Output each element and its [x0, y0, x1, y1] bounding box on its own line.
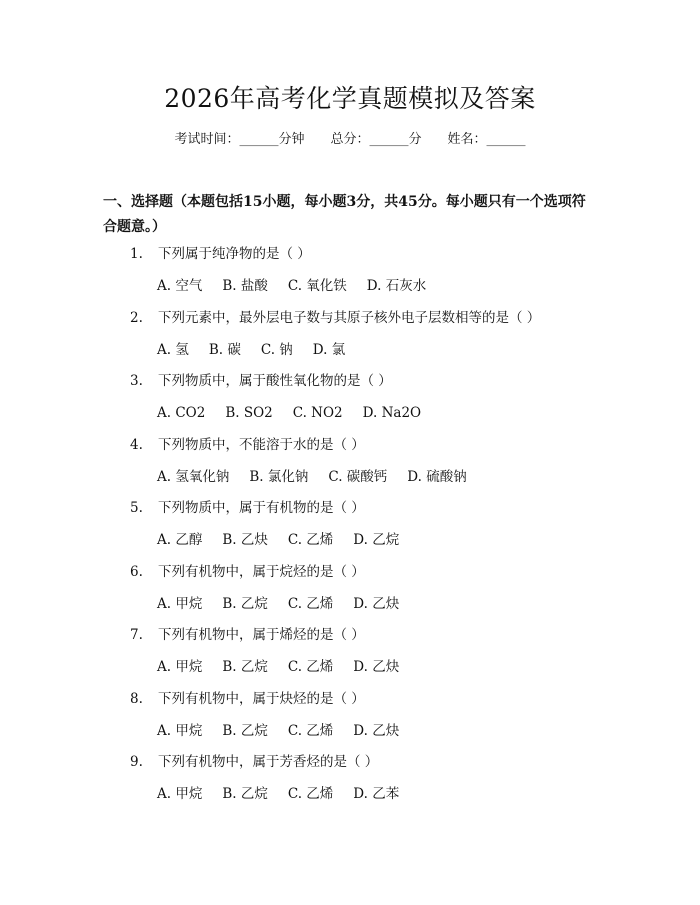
option-d: D. 乙炔 [353, 659, 400, 675]
option-c: C. 氧化铁 [287, 278, 347, 294]
option-c: C. 乙烯 [287, 786, 334, 802]
option-c: C. 乙烯 [287, 722, 334, 739]
option-a: A. 甲烷 [157, 595, 203, 612]
option-b: B. 乙烷 [222, 659, 268, 675]
option-d: D. 乙苯 [353, 786, 400, 802]
question-stem [130, 436, 610, 454]
question-options [157, 595, 617, 613]
question-options [157, 277, 617, 295]
option-c: C. 乙烯 [287, 532, 334, 548]
student-name-field: 姓名：______ [447, 132, 526, 147]
option-c: C. NO2 [292, 405, 343, 421]
question-stem [130, 690, 610, 708]
option-b: B. 氯化钠 [249, 468, 309, 485]
option-a: A. 氢氧化钠 [157, 468, 230, 485]
question-number: 1. [130, 246, 143, 262]
question-options [157, 658, 617, 676]
option-c: C. 乙烯 [287, 595, 334, 612]
question-stem [130, 563, 610, 581]
option-c: C. 钠 [260, 341, 293, 358]
option-a: A. 氢 [157, 341, 189, 358]
option-a: A. CO2 [157, 405, 206, 421]
question-number: 8. [130, 690, 143, 707]
question-stem [130, 626, 610, 644]
question-text: 下列元素中，最外层电子数与其原子核外电子层数相等的是（ ） [158, 309, 541, 326]
option-b: B. 乙烷 [222, 722, 268, 739]
question-stem [130, 753, 610, 771]
option-b: B. 乙烷 [222, 786, 268, 802]
option-a: A. 空气 [157, 278, 203, 294]
option-b: B. 乙炔 [222, 532, 268, 548]
question-number: 2. [130, 309, 143, 326]
question-options [157, 404, 617, 422]
question-options [157, 531, 617, 549]
question-text: 下列物质中，属于酸性氧化物的是（ ） [158, 373, 392, 389]
option-a: A. 甲烷 [157, 722, 203, 739]
question-text: 下列有机物中，属于炔烃的是（ ） [158, 690, 365, 707]
option-a: A. 甲烷 [157, 659, 203, 675]
option-d: D. 硫酸钠 [407, 468, 467, 485]
option-c: C. 碳酸钙 [328, 468, 388, 485]
question-text: 下列属于纯净物的是（ ） [158, 246, 311, 262]
option-d: D. 氯 [312, 341, 346, 358]
option-d: D. 乙炔 [353, 722, 400, 739]
question-text: 下列物质中，属于有机物的是（ ） [158, 500, 365, 516]
question-text: 下列物质中，不能溶于水的是（ ） [158, 436, 365, 453]
option-a: A. 乙醇 [157, 532, 203, 548]
question-number: 5. [130, 500, 143, 516]
question-stem [130, 499, 610, 517]
question-text: 下列有机物中，属于芳香烃的是（ ） [158, 754, 379, 770]
question-number: 6. [130, 563, 143, 580]
option-d: D. Na2O [362, 405, 422, 421]
question-text: 下列有机物中，属于烷烃的是（ ） [158, 563, 365, 580]
exam-time-field: 考试时间：______分钟 [174, 132, 305, 147]
exam-meta-line [0, 131, 700, 149]
question-text: 下列有机物中，属于烯烃的是（ ） [158, 627, 365, 643]
question-number: 7. [130, 627, 143, 643]
question-number: 3. [130, 373, 143, 389]
total-score-field: 总分：______分 [330, 132, 422, 147]
option-b: B. 乙烷 [222, 595, 268, 612]
question-options [157, 722, 617, 740]
question-stem [130, 372, 610, 390]
option-a: A. 甲烷 [157, 786, 203, 802]
option-b: B. 盐酸 [222, 278, 268, 294]
question-options [157, 468, 617, 486]
question-stem [130, 245, 610, 263]
question-number: 4. [130, 436, 143, 453]
option-d: D. 乙烷 [353, 532, 400, 548]
option-b: B. SO2 [225, 405, 273, 421]
section-heading: 一、选择题（本题包括15小题，每小题3分，共45分。每小题只有一个选项符合题意。） [103, 194, 586, 235]
option-d: D. 石灰水 [366, 278, 427, 294]
option-c: C. 乙烯 [287, 659, 334, 675]
option-b: B. 碳 [208, 341, 241, 358]
option-d: D. 乙炔 [353, 595, 400, 612]
question-stem [130, 309, 610, 327]
question-number: 9. [130, 754, 143, 770]
question-options [157, 341, 617, 359]
page-title: 2026年高考化学真题模拟及答案 [164, 84, 536, 113]
question-options [157, 785, 617, 803]
